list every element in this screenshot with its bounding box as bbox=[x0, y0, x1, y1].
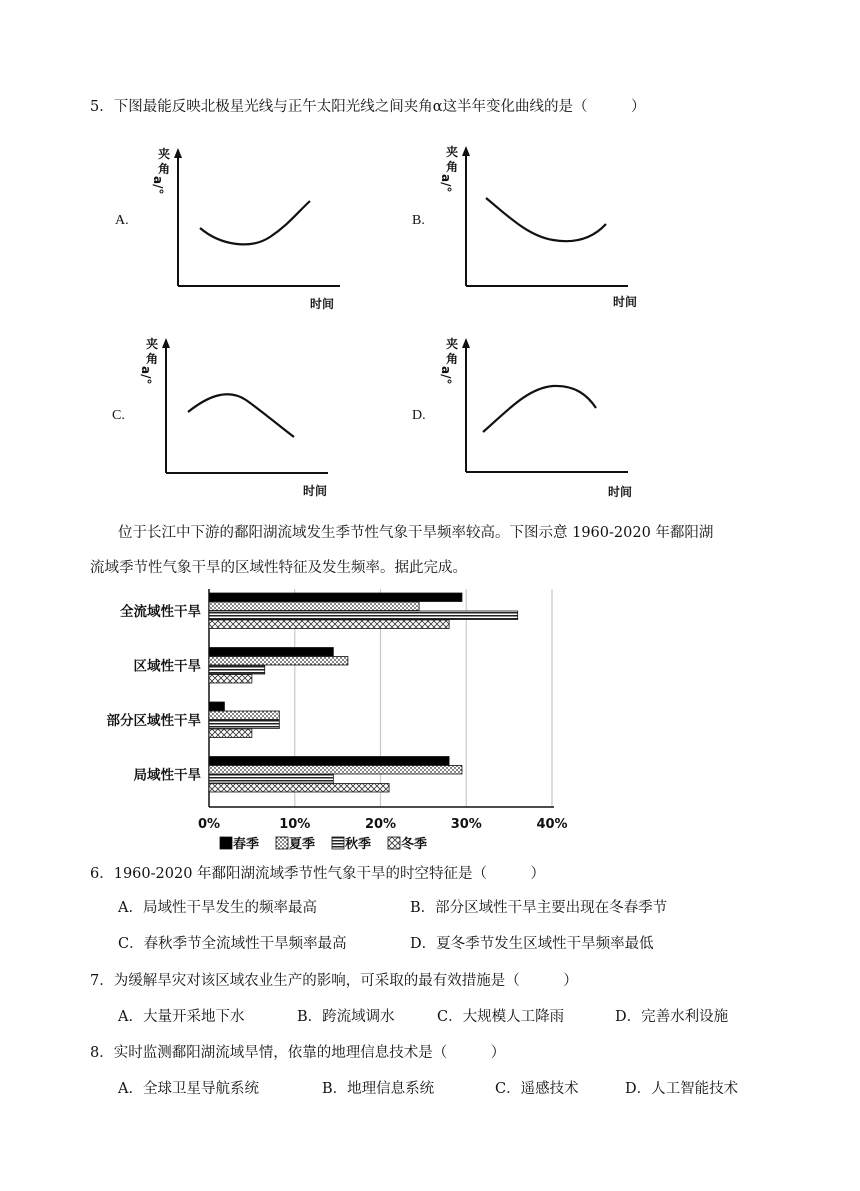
legend-label: 冬季 bbox=[401, 837, 428, 852]
svg-text:夹: 夹 bbox=[446, 145, 459, 159]
bar bbox=[209, 611, 518, 620]
svg-text:夹: 夹 bbox=[146, 337, 159, 351]
passage-line-1: 位于长江中下游的鄱阳湖流域发生季节性气象干旱频率较高。下图示意 1960-2020 年鄱阳湖 bbox=[118, 525, 714, 541]
x-tick-labels bbox=[198, 817, 568, 832]
legend-swatch bbox=[388, 837, 400, 849]
q6-option-a: A．局域性干旱发生的频率最高 bbox=[118, 900, 317, 916]
q7-option-d: D．完善水利设施 bbox=[615, 1009, 729, 1025]
legend-label: 春季 bbox=[233, 837, 260, 852]
q5-stem: 5．下图最能反映北极星光线与正午太阳光线之间夹角α这半年变化曲线的是（ ） bbox=[90, 99, 646, 115]
y-axis-label-char: 夹 bbox=[158, 147, 171, 161]
x-axis-label: 时间 bbox=[613, 295, 638, 309]
category-label: 局域性干旱 bbox=[133, 767, 201, 784]
bar bbox=[209, 784, 389, 793]
x-tick-label: 10% bbox=[279, 817, 311, 832]
q5-option-b-graph bbox=[428, 138, 648, 322]
q7-option-c: C．大规模人工降雨 bbox=[437, 1009, 565, 1025]
x-tick-label: 30% bbox=[450, 817, 482, 832]
x-axis-label: 时间 bbox=[310, 297, 335, 311]
x-tick-label: 0% bbox=[197, 817, 221, 832]
category-labels bbox=[107, 603, 202, 784]
q6-option-c: C．春秋季节全流域性干旱频率最高 bbox=[118, 936, 347, 952]
svg-text:夹: 夹 bbox=[446, 337, 459, 351]
q7-option-b: B．跨流域调水 bbox=[297, 1009, 395, 1025]
x-tick-label: 40% bbox=[536, 817, 568, 832]
svg-text:a/°: a/° bbox=[439, 366, 453, 385]
category-label: 部分区域性干旱 bbox=[106, 713, 201, 729]
drought-frequency-chart bbox=[80, 585, 580, 860]
q6-option-b: B．部分区域性干旱主要出现在冬春季节 bbox=[410, 900, 668, 916]
q5-option-c-label: C. bbox=[112, 408, 125, 423]
q6-option-d: D．夏冬季节发生区域性干旱频率最低 bbox=[410, 936, 654, 952]
bar bbox=[209, 757, 449, 766]
q5-option-d-label: D. bbox=[412, 408, 426, 423]
legend-label: 秋季 bbox=[345, 837, 372, 852]
x-tick-label: 20% bbox=[364, 817, 397, 832]
bar bbox=[209, 648, 333, 657]
svg-text:角: 角 bbox=[446, 352, 459, 366]
x-axis-label: 时间 bbox=[303, 484, 328, 498]
y-axis-label-tail: a/° bbox=[151, 176, 165, 195]
q6-stem: 6．1960-2020 年鄱阳湖流域季节性气象干旱的时空特征是（ ） bbox=[90, 866, 546, 882]
chart-legend bbox=[220, 836, 427, 852]
svg-text:角: 角 bbox=[446, 160, 459, 174]
q8-option-a: A．全球卫星导航系统 bbox=[118, 1081, 259, 1097]
legend-swatch bbox=[220, 837, 232, 849]
q7-option-a: A．大量开采地下水 bbox=[118, 1009, 245, 1025]
q5-option-d-graph bbox=[428, 330, 648, 514]
legend-swatch bbox=[332, 837, 344, 849]
q8-stem: 8．实时监测鄱阳湖流域旱情，依靠的地理信息技术是（ ） bbox=[90, 1045, 506, 1061]
category-label: 区域性干旱 bbox=[133, 658, 201, 675]
bar bbox=[209, 620, 449, 629]
bar bbox=[209, 766, 462, 775]
bar bbox=[209, 775, 333, 784]
svg-text:a/°: a/° bbox=[139, 366, 153, 385]
bar bbox=[209, 666, 265, 675]
q5-option-c-graph bbox=[128, 330, 348, 514]
bar bbox=[209, 711, 279, 720]
bar bbox=[209, 720, 279, 729]
q5-option-a-label: A. bbox=[115, 213, 129, 228]
category-label: 全流域性干旱 bbox=[120, 604, 201, 620]
bar bbox=[209, 657, 348, 666]
svg-text:角: 角 bbox=[146, 352, 159, 366]
q8-option-d: D．人工智能技术 bbox=[625, 1081, 739, 1097]
q8-option-b: B．地理信息系统 bbox=[322, 1081, 435, 1097]
bar bbox=[209, 702, 224, 711]
bar bbox=[209, 593, 462, 602]
x-axis-label: 时间 bbox=[608, 485, 633, 499]
legend-swatch bbox=[276, 837, 288, 849]
legend-label: 夏季 bbox=[289, 837, 316, 852]
bar bbox=[209, 675, 252, 684]
chart-bars bbox=[209, 593, 518, 792]
bar bbox=[209, 602, 419, 611]
bar bbox=[209, 729, 252, 738]
passage-line-2: 流域季节性气象干旱的区域性特征及发生频率。据此完成。 bbox=[90, 560, 467, 576]
q7-stem: 7．为缓解旱灾对该区域农业生产的影响，可采取的最有效措施是（ ） bbox=[90, 973, 578, 989]
q5-option-a-graph bbox=[140, 140, 360, 324]
svg-text:a/°: a/° bbox=[439, 174, 453, 193]
y-axis-label-char: 角 bbox=[158, 162, 171, 176]
q8-option-c: C．遥感技术 bbox=[495, 1081, 579, 1097]
q5-option-b-label: B. bbox=[412, 213, 425, 228]
